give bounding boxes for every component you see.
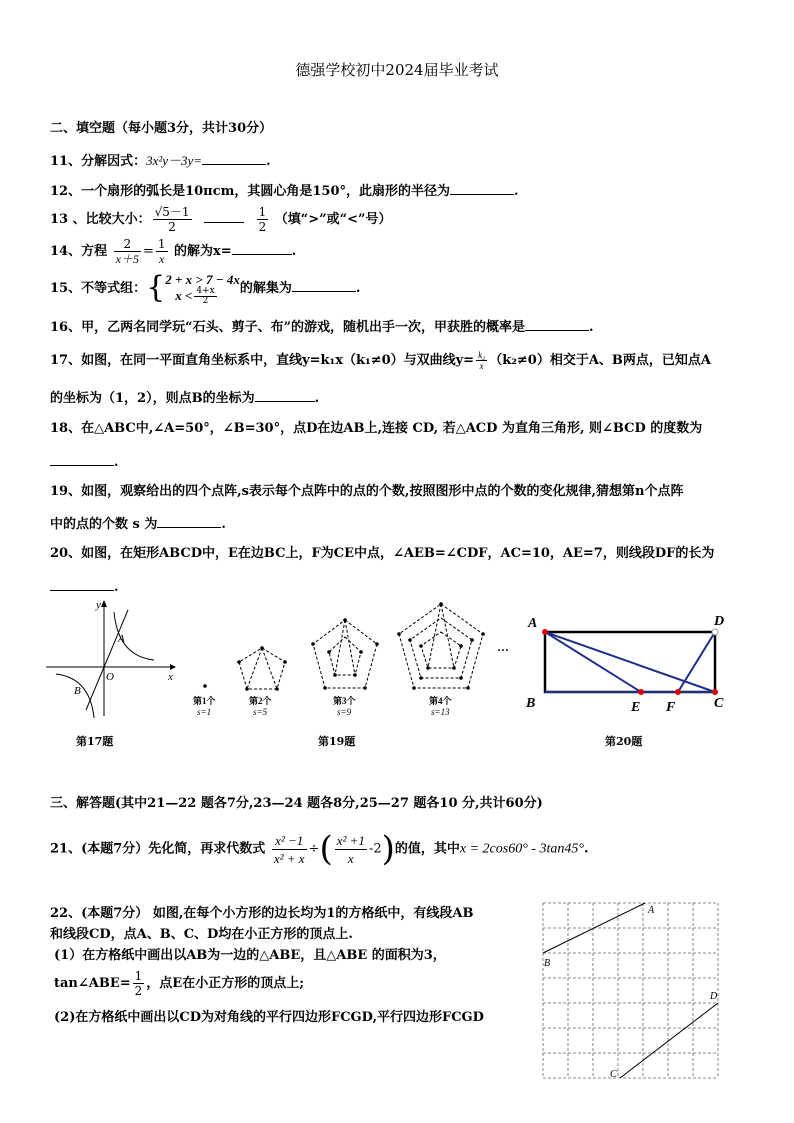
fig19-s-3: s=9	[337, 707, 352, 717]
fig19-s-1: s=1	[197, 707, 212, 717]
q17-line2: 的坐标为（1，2），则点B的坐标为	[50, 391, 255, 406]
q13-left-fraction	[153, 205, 192, 234]
fig19-label-3: 第3个	[333, 696, 356, 706]
q11-prefix: 11、分解因式：	[50, 154, 147, 169]
fig20-label-c: C	[714, 696, 724, 711]
fig20-label-f: F	[666, 700, 676, 715]
q14-rhs-numerator: 1	[157, 237, 166, 251]
fig17-b-label: B	[74, 685, 81, 697]
q21-divide: ÷	[308, 841, 320, 857]
q17-k-fraction	[476, 350, 487, 371]
fig22-grid-lines	[543, 903, 718, 1078]
q21-f1-denominator: x² + x	[273, 850, 305, 866]
q15-brace: {	[146, 270, 166, 305]
section-heading-fill-in: 二、填空题（每小题3分，共计30分）	[50, 121, 273, 136]
fig22-label-c: C	[610, 1069, 617, 1080]
fig20-segment-ae	[545, 632, 641, 692]
q15-line1: 2 + x > 7 − 4x	[165, 272, 240, 287]
q15-suffix: 的解集为	[239, 281, 292, 296]
q17-end: .	[314, 391, 320, 406]
q19-end: .	[221, 517, 226, 532]
question-22-line2: 和线段CD，点A、B、C、D均在小正方形的顶点上.	[50, 927, 353, 942]
fig19-pattern-4	[399, 604, 483, 688]
q12-answer-blank[interactable]	[450, 182, 514, 195]
q16-end: .	[589, 320, 594, 335]
q22-tan-denominator: 2	[134, 984, 143, 998]
q13-prefix: 13 、比较大小：	[50, 212, 151, 227]
q11-end: .	[266, 154, 271, 169]
question-17-line2	[50, 389, 319, 407]
q22-tan-fraction	[133, 969, 145, 998]
question-22-line3: (1）在方格纸中画出以AB为一边的△ABE，且△ABE 的面积为3，	[54, 948, 446, 963]
q14-rhs-denominator: x	[159, 252, 165, 266]
q16-text: 16、甲，乙两名同学玩“石头、剪子、布”的游戏，随机出手一次，甲获胜的概率是	[50, 320, 526, 335]
question-22-line4	[54, 966, 304, 1002]
question-18-line1: 18、在△ABC中,∠A=50°，∠B=30°，点D在边AB上,连接 CD, 若△ACD 为直角三角形, 则∠BCD 的度数为	[50, 421, 703, 436]
question-22-line5: (2)在方格纸中画出以CD为对角线的平行四边形FCGD,平行四边形FCGD	[54, 1010, 484, 1025]
fig20-label-d: D	[714, 614, 725, 629]
q21-mid: 的值，其中	[394, 841, 460, 857]
fig20-diagonal-ac	[545, 632, 715, 692]
fig19-pattern-3-dots	[311, 618, 379, 690]
fig17-x-arrow	[170, 664, 176, 670]
q13-answer-blank[interactable]	[204, 210, 244, 223]
fig20-point-d	[712, 629, 718, 635]
fig19-label-4: 第4个	[429, 696, 452, 706]
q21-f2-denominator: x	[347, 850, 354, 866]
q15-end: .	[355, 281, 361, 296]
q21-end: .	[583, 841, 589, 857]
fig17-x-label: x	[168, 671, 173, 683]
fig20-label-b: B	[526, 696, 536, 711]
q13-left-denominator: 2	[168, 220, 176, 234]
q20-end: .	[114, 580, 119, 595]
fig17-origin-label: O	[106, 671, 114, 683]
fig22-segment-cd	[620, 1003, 718, 1078]
question-13	[50, 205, 391, 235]
q14-lhs-numerator: 2	[114, 237, 141, 252]
q13-right-denominator: 2	[258, 220, 267, 234]
q15-line2-fraction	[194, 287, 216, 306]
q12-text: 12、一个扇形的弧长是10πcm，其圆心角是150°，此扇形的半径为	[50, 184, 451, 199]
fig22-label-b: B	[544, 958, 551, 969]
q16-answer-blank[interactable]	[525, 318, 589, 331]
q17-text-b: （k₂≠0）相交于A、B两点，已知点A	[489, 353, 712, 368]
q17-answer-blank[interactable]	[255, 389, 315, 402]
fig19-ellipsis: ···	[497, 643, 510, 657]
q17-text-a: 17、如图，在同一平面直角坐标系中，直线y=k₁x（k₁≠0）与双曲线y=	[50, 353, 475, 368]
question-17-line1	[50, 348, 711, 374]
q21-fraction-2	[335, 832, 367, 867]
q14-rhs-fraction	[156, 237, 168, 266]
q18-answer-blank[interactable]	[50, 453, 114, 466]
q14-equals: =	[142, 244, 154, 259]
fig22-label-d: D	[710, 991, 718, 1002]
q19-answer-blank[interactable]	[157, 515, 221, 528]
fig20-label-e: E	[631, 700, 641, 715]
figure-20	[520, 605, 742, 715]
q21-minus-two: -2	[368, 841, 382, 857]
figure-19	[185, 600, 515, 725]
fig19-label-1: 第1个	[193, 696, 216, 706]
fig19-label-2: 第2个	[249, 696, 272, 706]
page-title: 德强学校初中2024届毕业考试	[295, 61, 499, 79]
fig19-s-2: s=5	[253, 707, 268, 717]
figure-22-grid	[540, 900, 722, 1082]
question-22-line1: 22、(本题7分） 如图,在每个小方形的边长均为1的方格纸中，有线段AB	[50, 906, 474, 921]
q15-line2-lhs: x <	[175, 288, 193, 303]
q13-right-fraction	[257, 205, 269, 234]
q15-line2	[165, 287, 240, 306]
q13-right-numerator: 1	[258, 205, 267, 219]
section-heading-solutions: 三、解答题(其中21—22 题各7分,23—24 题各8分,25—27 题各10 分,共计60分)	[50, 796, 543, 811]
q14-end: .	[291, 244, 297, 259]
fig20-point-a	[542, 629, 548, 635]
fig19-dot	[203, 684, 207, 688]
q21-left-paren: (	[319, 829, 333, 869]
figure-17-caption: 第17题	[76, 735, 114, 748]
q12-end: .	[514, 184, 519, 199]
question-14	[50, 237, 296, 267]
q13-left-numerator: √5－1	[154, 205, 190, 219]
question-20-line2	[50, 578, 119, 596]
q15-line2-numerator: 4+x	[196, 286, 215, 296]
q21-f1-numerator: x² −1	[272, 832, 307, 850]
q18-end: .	[114, 455, 119, 470]
question-18-line2	[50, 453, 119, 471]
q17-k-numerator: k₂	[478, 350, 486, 360]
q14-lhs-denominator: x＋5	[115, 252, 139, 266]
fig20-point-f	[675, 689, 681, 695]
question-12	[50, 182, 519, 200]
q15-system	[165, 272, 240, 306]
fig19-pattern-2-dots	[237, 646, 287, 691]
q11-expression: 3x²y－3y=	[146, 153, 203, 168]
question-11	[50, 152, 271, 170]
fig17-line	[86, 610, 128, 710]
question-21	[50, 826, 588, 872]
fig22-label-a: A	[648, 905, 655, 916]
q21-f2-numerator: x² +1	[336, 832, 365, 848]
q14-suffix: 的解为x=	[174, 244, 232, 259]
question-19-line2	[50, 515, 226, 533]
fig17-a-label: A	[118, 633, 125, 645]
fig20-label-a: A	[528, 616, 538, 631]
q17-k-denominator: x	[479, 361, 484, 371]
q22-tan-numerator: 1	[134, 969, 143, 983]
q21-condition: x = 2cos60° - 3tan45°	[459, 841, 584, 857]
fig19-s-4: s=13	[431, 707, 450, 717]
q14-prefix: 14、方程	[50, 244, 108, 259]
fig19-pattern-3	[313, 620, 377, 688]
q19-line2: 中的点的个数 s 为	[50, 517, 158, 532]
question-16	[50, 318, 594, 336]
q15-line2-denominator: 2	[202, 296, 209, 306]
fig17-y-arrow	[101, 600, 107, 607]
fig20-point-c	[712, 689, 718, 695]
q21-right-paren: )	[381, 829, 395, 869]
question-20-line1: 20、如图，在矩形ABCD中，E在边BC上，F为CE中点，∠AEB=∠CDF，AC=10，AE=7，则线段DF的长为	[50, 546, 715, 561]
figure-17	[44, 598, 178, 720]
figure-20-caption: 第20题	[605, 735, 643, 748]
q21-prefix: 21、(本题7分）先化简，再求代数式	[50, 841, 266, 857]
q14-lhs-fraction	[114, 237, 141, 266]
q22-tan-label: tan∠ABE=	[54, 976, 131, 991]
question-19-line1: 19、如图，观察给出的四个点阵,s表示每个点阵中的点的个数,按照图形中点的个数的变化规律,猜想第n个点阵	[50, 484, 684, 499]
fig19-pattern-2	[239, 648, 285, 689]
q22-line4-rest: ，点E在小正方形的顶点上;	[146, 976, 305, 991]
q14-answer-blank[interactable]	[232, 242, 292, 255]
fig17-y-label: y	[96, 599, 101, 611]
question-15	[50, 272, 360, 306]
q21-fraction-1	[272, 832, 307, 867]
q15-prefix: 15、不等式组：	[50, 281, 147, 296]
q11-answer-blank[interactable]	[202, 152, 266, 165]
figure-19-caption: 第19题	[318, 735, 356, 748]
q15-answer-blank[interactable]	[292, 279, 356, 292]
q20-answer-blank[interactable]	[50, 578, 114, 591]
q13-suffix: （填“>”或“<”号）	[274, 212, 392, 227]
fig20-segment-df	[678, 632, 715, 692]
fig20-point-e	[638, 689, 644, 695]
